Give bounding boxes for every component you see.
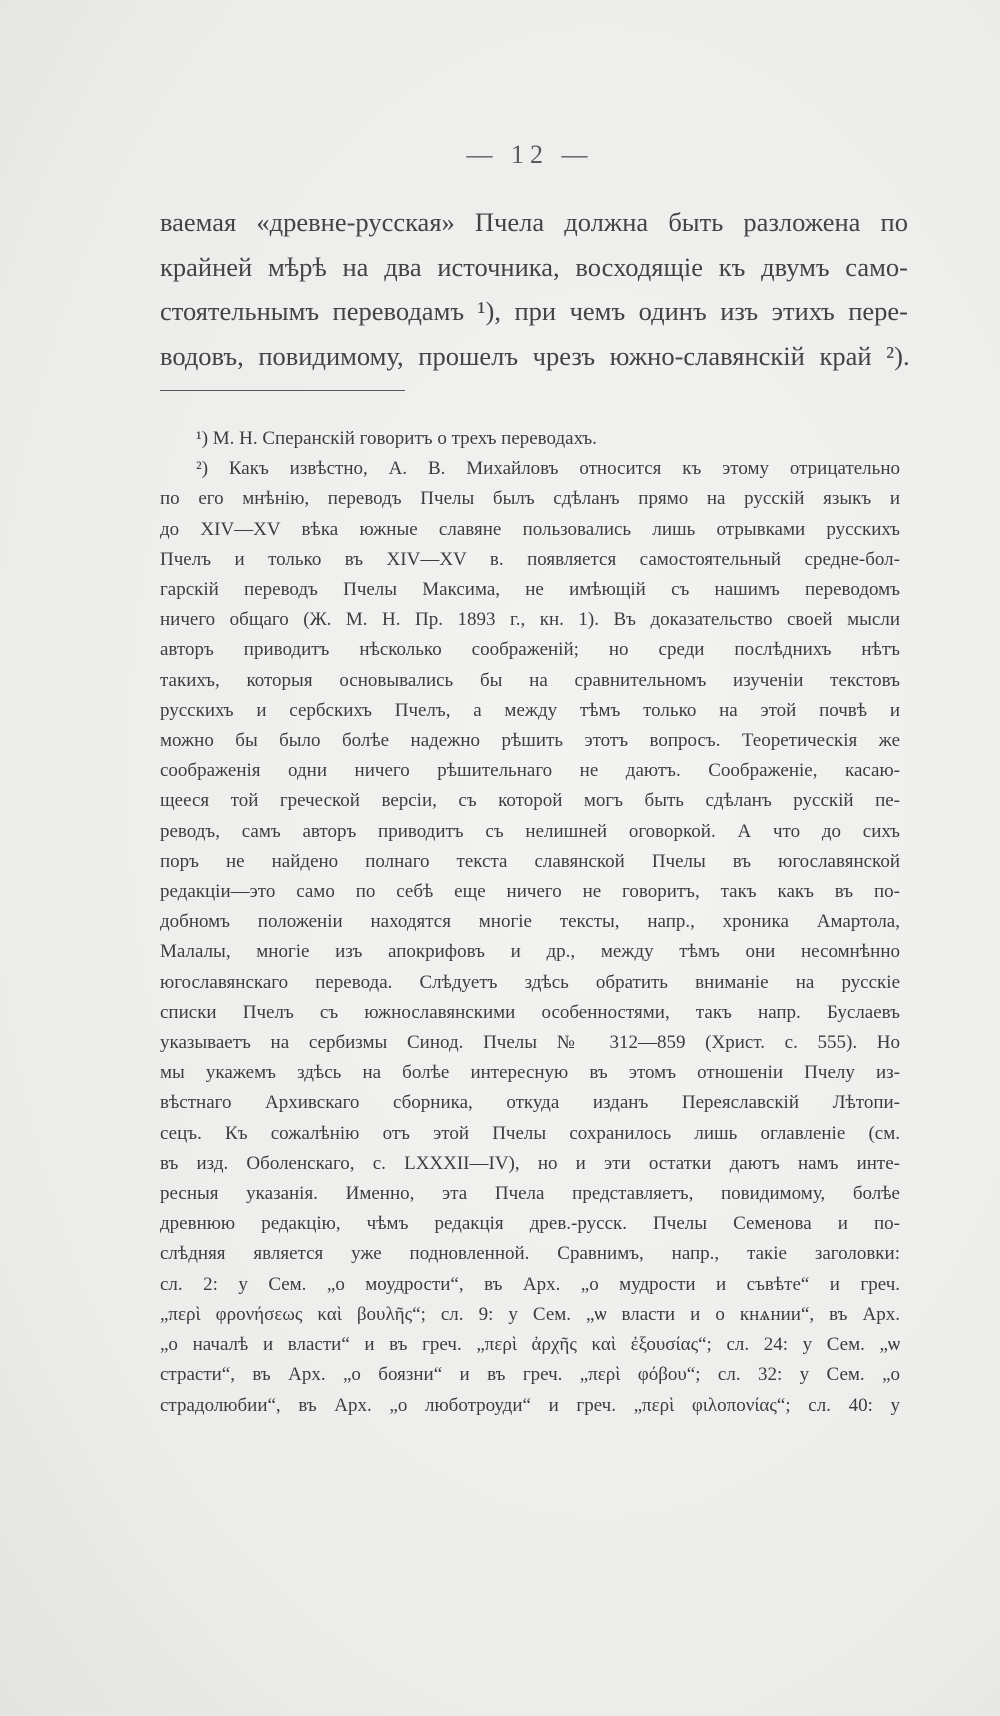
main-text-line: водовъ, повидимому, прошелъ чрезъ южно-славянскій край ²).: [160, 340, 910, 371]
footnote-line: страсти“, въ Арх. „о боязни“ и въ греч. „περὶ φόβου“; сл. 32: у Сем. „о: [160, 1364, 900, 1386]
footnote-line: страдолюбии“, въ Арх. „о люботроуди“ и греч. „περὶ φιλοπονίας“; сл. 40: у: [160, 1394, 900, 1416]
footnote-line: можно бы было болѣе надежно рѣшить этотъ вопросъ. Теоретическія же: [160, 730, 900, 752]
footnote-line: югославянскаго перевода. Слѣдуетъ здѣсь обратить вниманіе на русскіе: [160, 971, 900, 993]
footnotes: [160, 424, 900, 1421]
footnote-line: въ изд. Оболенскаго, с. LXXXII—IV), но и эти остатки даютъ намъ инте-: [160, 1152, 900, 1174]
footnote-line: русскихъ и сербскихъ Пчелъ, а между тѣмъ только на этой почвѣ и: [160, 699, 900, 721]
page-number: — 12 —: [466, 140, 594, 169]
footnote-line: „о началѣ и власти“ и въ греч. „περὶ ἀρχῆς καὶ ἐξουσίας“; сл. 24: у Сем. „ѡ: [160, 1334, 900, 1356]
footnote-line: сл. 2: у Сем. „о моудрости“, въ Арх. „о мудрости и съвѣте“ и греч.: [160, 1273, 900, 1295]
main-text-line: ваемая «древне-русская» Пчела должна быть разложена по: [160, 207, 908, 237]
footnote-line: „περὶ φρονήσεως καὶ βουλῆς“; сл. 9: у Сем. „ѡ власти и о кнѧнии“, въ Арх.: [160, 1303, 900, 1325]
footnote-separator: [160, 390, 405, 391]
footnote-line: добномъ положеніи находятся многіе тексты, напр., хроника Амартола,: [160, 911, 900, 933]
footnote-line: до XIV—XV вѣка южные славяне пользовались лишь отрывками русскихъ: [160, 518, 900, 540]
footnote-line: слѣдняя является уже подновленной. Сравнимъ, напр., такіе заголовки:: [160, 1243, 900, 1265]
footnote-line: Пчелъ и только въ XIV—XV в. появляется самостоятельный средне-бол-: [160, 548, 900, 570]
main-text-line: крайней мѣрѣ на два источника, восходящіе къ двумъ само-: [160, 251, 908, 282]
footnote-line: указываетъ на сербизмы Синод. Пчелы № 312—859 (Христ. с. 555). Но: [160, 1032, 900, 1054]
footnote-line: соображенія одни ничего рѣшительнаго не даютъ. Соображеніе, касаю-: [160, 760, 900, 782]
footnote-line: Малалы, многіе изъ апокрифовъ и др., между тѣмъ они несомнѣнно: [160, 941, 900, 963]
footnote-line: такихъ, которыя основывались бы на сравнительномъ изученіи текстовъ: [160, 669, 900, 691]
footnote-line: сецъ. Къ сожалѣнію отъ этой Пчелы сохранилось лишь оглавленіе (см.: [160, 1122, 900, 1144]
footnote-line: редакціи—это само по себѣ еще ничего не говоритъ, такъ какъ въ по-: [160, 881, 900, 903]
footnote-line: ничего общаго (Ж. М. Н. Пр. 1893 г., кн. 1). Въ доказательство своей мысли: [160, 609, 900, 631]
main-text-line: стоятельнымъ переводамъ ¹), при чемъ одинъ изъ этихъ пере-: [160, 296, 908, 326]
footnote-line: вѣстнаго Архивскаго сборника, откуда изданъ Переяславскій Лѣтопи-: [160, 1092, 900, 1114]
footnote-line: ²) Какъ извѣстно, А. В. Михайловъ относится къ этому отрицательно: [196, 458, 900, 480]
footnote-line: гарскій переводъ Пчелы Максима, не имѣющій съ нашимъ переводомъ: [160, 579, 900, 601]
footnote-line: поръ не найдено полнаго текста славянской Пчелы въ югославянской: [160, 850, 900, 872]
footnote-line: ¹) М. Н. Сперанскій говоритъ о трехъ переводахъ.: [196, 428, 597, 449]
main-text: [160, 200, 908, 378]
footnote-line: реводъ, самъ авторъ приводитъ съ нелишней оговоркой. А что до сихъ: [160, 820, 900, 842]
footnote-line: ресныя указанія. Именно, эта Пчела представляетъ, повидимому, болѣе: [160, 1183, 900, 1205]
footnote-line: списки Пчелъ съ южнославянскими особенностями, такъ напр. Буслаевъ: [160, 1001, 900, 1023]
footnote-line: авторъ приводитъ нѣсколько соображеній; но среди послѣднихъ нѣтъ: [160, 639, 900, 661]
footnote-line: по его мнѣнію, переводъ Пчелы былъ сдѣланъ прямо на русскій языкъ и: [160, 488, 900, 510]
footnote-line: мы укажемъ здѣсь на болѣе интересную въ этомъ отношеніи Пчелу из-: [160, 1062, 900, 1084]
footnote-line: щееся той греческой версіи, съ которой могъ быть сдѣланъ русскій пе-: [160, 790, 900, 812]
footnote-line: древнюю редакцію, чѣмъ редакція древ.-русск. Пчелы Семенова и по-: [160, 1213, 900, 1235]
